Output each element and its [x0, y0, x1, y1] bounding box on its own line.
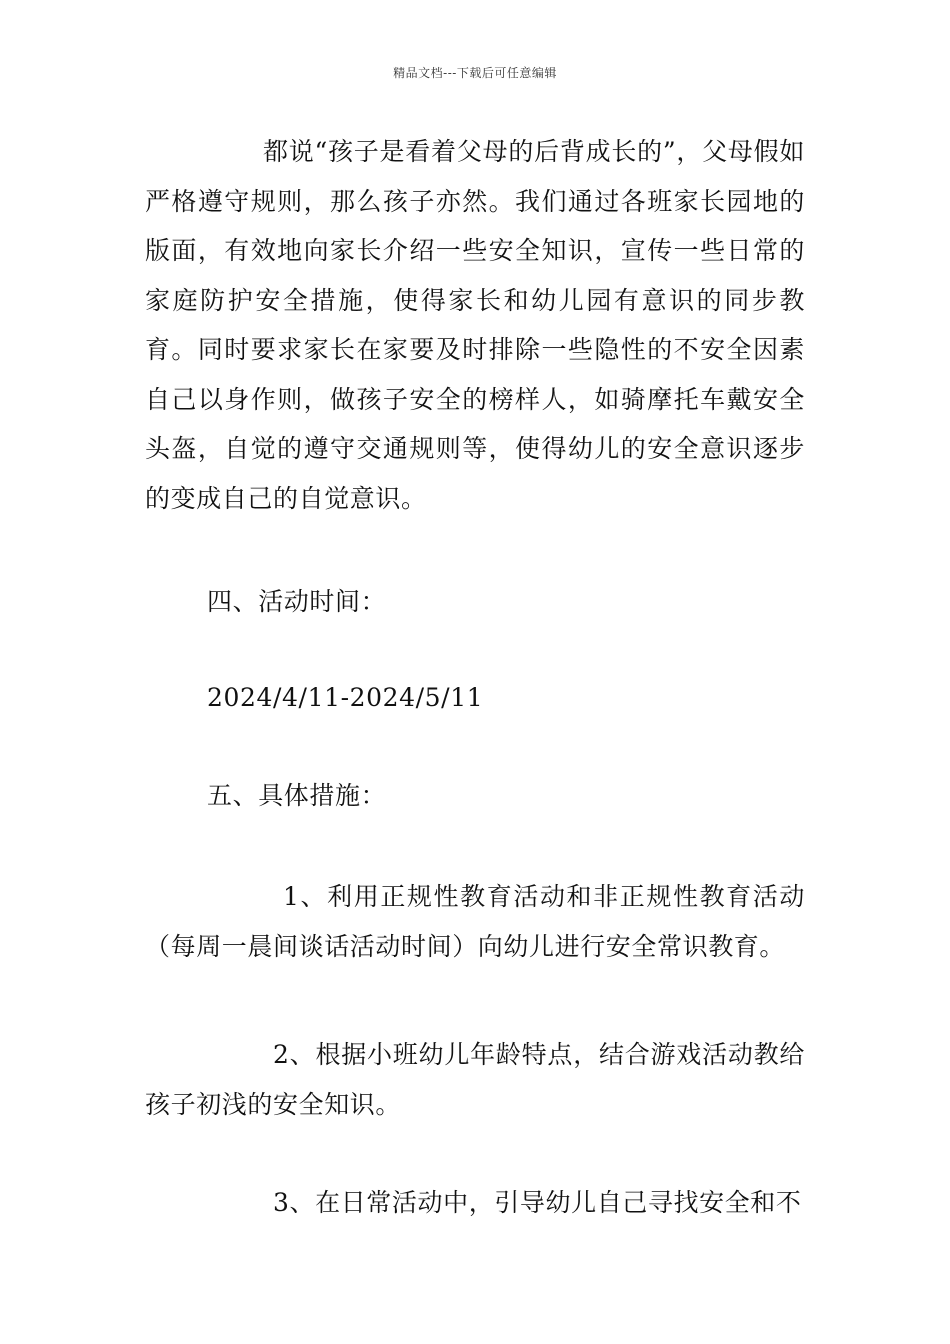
intro-paragraph: 都说“孩子是看着父母的后背成长的”，父母假如严格遵守规则，那么孩子亦然。我们通过各班家长园地的版面，有效地向家长介绍一些安全知识，宣传一些日常的家庭防护安全措施，使得家长和幼儿园有意识的同步教育。同时要求家长在家要及时排除一些隐性的不安全因素自己以身作则，做孩子安全的榜样人，如骑摩托车戴安全头盔，自觉的遵守交通规则等，使得幼儿的安全意识逐步的变成自己的自觉意识。 [145, 137, 805, 513]
page-header: 精品文档---下载后可任意编辑 [393, 66, 557, 80]
measure-item-3: 3、在日常活动中，引导幼儿自己寻找安全和不 [273, 1188, 802, 1217]
measure-item-1: 1、利用正规性教育活动和非正规性教育活动（每周一晨间谈话活动时间）向幼儿进行安全常识教育。 [145, 882, 805, 961]
section-5-heading: 五、具体措施： [207, 781, 387, 810]
activity-date-range: 2024/4/11-2024/5/11 [207, 683, 484, 712]
measure-item-2: 2、根据小班幼儿年龄特点，结合游戏活动教给孩子初浅的安全知识。 [145, 1040, 805, 1119]
section-4-heading: 四、活动时间： [207, 587, 387, 616]
